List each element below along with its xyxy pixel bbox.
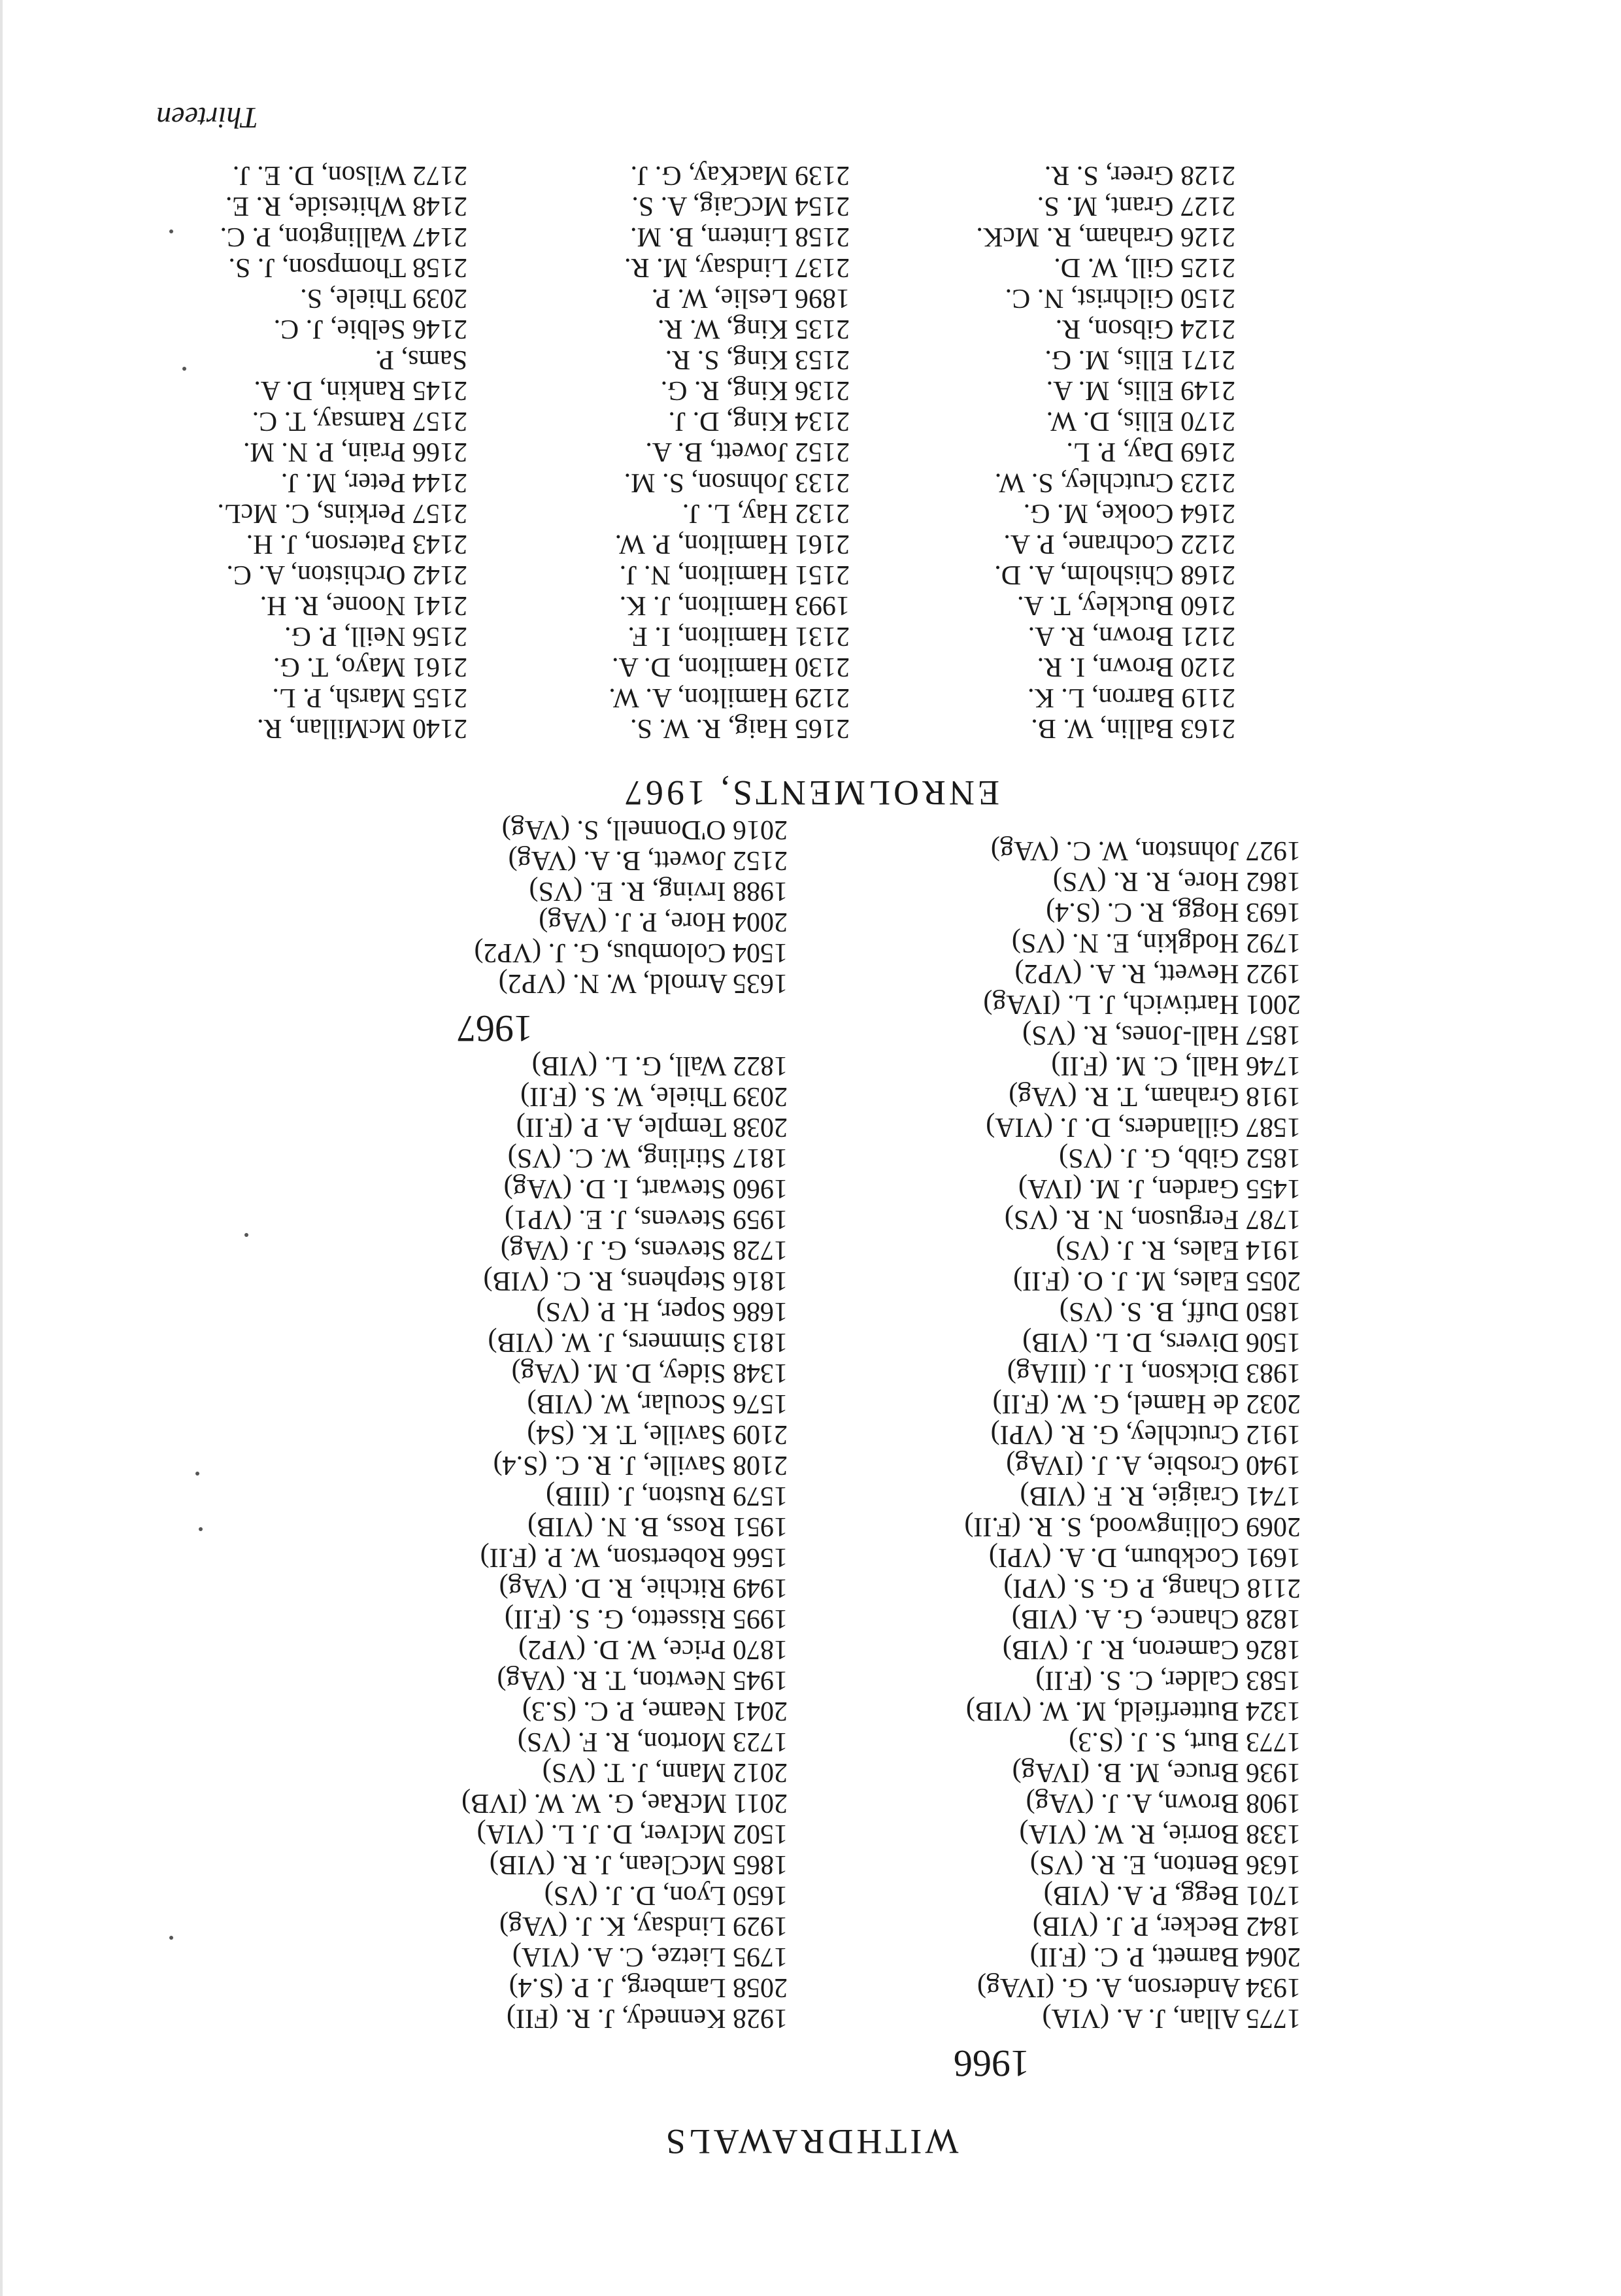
list-entry: 1775 Allan, J. A. (VIA) [1042, 2003, 1301, 2033]
list-entry: 2153 King, S. R. [665, 345, 850, 375]
list-entry: 1929 Lindsay, K. J. (VAg) [499, 1911, 788, 1941]
list-entry: 1686 Soper, H. P. (VS) [536, 1296, 788, 1326]
list-entry: 2136 King, R. G. [660, 375, 850, 405]
list-entry: 2001 Hartiwich, J. L. (IVAg) [983, 989, 1301, 1019]
list-entry: 2155 Marsh, P. L. [272, 683, 467, 713]
list-entry: 1934 Anderson, A. G. (IVAg) [977, 1972, 1301, 2002]
list-entry: 1842 Becker, P. J. (VIB) [1032, 1911, 1301, 1941]
list-entry: 2169 Day, P. L. [1066, 437, 1235, 467]
list-entry: 1746 Hall, C. M. (F.II) [1051, 1051, 1301, 1081]
list-entry: 1587 Gillanders, D. J. (VIA) [986, 1112, 1301, 1142]
list-entry: 1773 Burt, S. J. (S.3) [1069, 1727, 1301, 1757]
list-entry: 2055 Eales, M. J. O. (F.II) [1013, 1266, 1301, 1296]
list-entry: 1940 Crosbie, A. J. (IVAg) [1006, 1450, 1301, 1480]
list-entry: 2172 Wilson, D. E. J. [232, 160, 467, 190]
list-entry: 1949 Ritchie, R. D. (VAg) [499, 1573, 788, 1603]
list-entry: 2152 Jowett, B. A. [645, 437, 850, 467]
list-entry: 1822 Wall, G. L. (VIB) [531, 1051, 788, 1081]
list-entry: 1504 Colombus, G. J. (VP2) [474, 937, 788, 968]
list-entry: 2161 Mayo, T. G. [273, 652, 467, 682]
list-entry: 2165 Haig, R. W. S. [629, 713, 850, 743]
enrolments-column-1 [976, 160, 1235, 743]
list-entry: 1896 Leslie, W. P. [651, 283, 850, 313]
list-entry: 2132 Hay, L. J. [682, 498, 850, 528]
list-entry: 2148 Whiteside, R. E. [225, 191, 467, 221]
list-entry: 1723 Morton, R. F. (VS) [517, 1727, 788, 1757]
list-entry: 2164 Cooke, M. G. [1023, 498, 1235, 528]
list-entry: 1728 Stevens, G. J. (VAg) [500, 1235, 788, 1265]
list-entry: 2064 Barnett, P. C. (F.II) [1029, 1942, 1301, 1972]
list-entry: 2039 Thiele, S. [300, 283, 467, 313]
list-entry: 1850 Duff, B. S. (VS) [1059, 1296, 1301, 1326]
list-entry: 2128 Greer, S. R. [1044, 160, 1235, 190]
list-entry: 2118 Chang, P. G. S. (VPI) [1003, 1573, 1301, 1603]
list-entry: 1635 Arnold, W. N. (VP2) [498, 968, 788, 998]
list-entry: 2170 Ellis, D. W. [1046, 406, 1235, 436]
list-entry: 2109 Saville, T. K. (S4) [527, 1419, 788, 1449]
list-entry: 2137 Lindsay, M. R. [624, 252, 850, 282]
list-entry: 1826 Cameron, R. J. (VIB) [1002, 1634, 1301, 1664]
list-entry: 1691 Cockburn, D. A. (VPI) [988, 1542, 1301, 1572]
list-entry: 1914 Eales, R. J. (VS) [1056, 1235, 1301, 1265]
list-entry: 2158 Thompson, J. S. [228, 252, 467, 282]
list-entry: 2032 de Hamel, G. W. (F.II) [992, 1389, 1301, 1419]
list-entry: 1502 McIver, D. J. L. (VIA) [476, 1819, 788, 1849]
list-entry: 1816 Stephens, R. C. (VIB) [483, 1266, 788, 1296]
list-entry: 2123 Crutchley, S. W. [994, 467, 1235, 498]
list-entry: 2143 Paterson, J. H. [246, 529, 467, 559]
list-entry: 1993 Hamilton, J. K. [619, 590, 850, 620]
list-entry: 2058 Lamberg, J. P. (S.4) [509, 1972, 788, 2002]
withdrawals-1967-year: 1967 [457, 1007, 533, 1050]
list-entry: 2163 Ballin, W. B. [1031, 713, 1235, 743]
list-entry: 1983 Dickson, I. J. (IIIAg) [1007, 1358, 1301, 1388]
list-entry: 2139 MacKay, G. J. [630, 160, 850, 190]
list-entry: 2144 Peter, M. J. [280, 467, 467, 498]
list-entry: 2141 Noone, R. H. [259, 590, 467, 620]
list-entry: 2124 Gibson, R. [1055, 314, 1235, 344]
list-entry: 1918 Graham, T. R. (VAg) [1009, 1081, 1301, 1111]
withdrawals-1966-left-column [964, 835, 1301, 2033]
list-entry: 1338 Borrie, R. W. (VIA) [1019, 1819, 1301, 1849]
list-entry: 2140 McMillan, R. [257, 713, 467, 743]
list-entry: 1579 Ruston, J. (IIIB) [546, 1481, 788, 1511]
withdrawals-heading: WITHDRAWALS [662, 2122, 959, 2161]
list-entry: 1852 Gibb, G. J. (VS) [1059, 1143, 1301, 1173]
withdrawals-1967-column [474, 814, 788, 998]
list-entry: 2161 Hamilton, P. W. [614, 529, 850, 559]
list-entry: 1506 Divers, D. L. (VIB) [1022, 1327, 1301, 1357]
list-entry: 2012 Mann, J. T. (VS) [542, 1757, 788, 1787]
list-entry: 2135 King, W. R. [657, 314, 850, 344]
scan-speck [169, 229, 173, 233]
scan-speck [182, 367, 186, 371]
list-entry: Sams, P. [375, 345, 467, 375]
list-entry: 2127 Grant, M. S. [1037, 191, 1235, 221]
list-entry: 2171 Ellis, M. G. [1044, 345, 1235, 375]
list-entry: 2038 Temple, A. P. (F.II) [516, 1112, 788, 1142]
list-entry: 1960 Stewart, I. D. (VAg) [503, 1173, 788, 1204]
list-entry: 2121 Brown, R. A. [1028, 621, 1235, 651]
list-entry: 1928 Kennedy, J. R. (FII) [506, 2003, 788, 2033]
list-entry: 1566 Robertson, W. P. (F.II) [480, 1542, 788, 1572]
list-entry: 1936 Bruce, M. B. (IVAg) [1012, 1757, 1301, 1787]
list-entry: 1951 Ross, B. N. (VIB) [527, 1511, 788, 1542]
list-entry: 1792 Hodgkin, E. N. (VS) [1011, 928, 1301, 958]
list-entry: 1455 Garden, J. M. (IVA) [1018, 1173, 1301, 1204]
list-entry: 1945 Newton, T. R. (VAg) [497, 1665, 788, 1695]
list-entry: 2129 Hamilton, A. W. [609, 683, 850, 713]
list-entry: 2125 Gill, W. D. [1054, 252, 1235, 282]
list-entry: 1828 Chance, G. A. (VIB) [1011, 1604, 1301, 1634]
list-entry: 2157 Perkins, C. McL. [217, 498, 467, 528]
list-entry: 1576 Scoular, W. (VIB) [527, 1389, 788, 1419]
list-entry: 2122 Cochrane, P. A. [1003, 529, 1235, 559]
list-entry: 1741 Craigie, R. F. (VIB) [1020, 1481, 1301, 1511]
list-entry: 1636 Benton, E. R. (VS) [1029, 1849, 1301, 1880]
list-entry: 2039 Thiele, W. S. (F.II) [520, 1081, 788, 1111]
list-entry: 2130 Hamilton, D. A. [612, 652, 850, 682]
scan-speck [169, 1936, 173, 1940]
list-entry: 2011 McRae, G. W. W. (IVB) [461, 1788, 788, 1818]
scan-speck [199, 1527, 203, 1531]
list-entry: 1927 Johnston, W. C. (VAg) [990, 836, 1301, 866]
list-entry: 1787 Ferguson, N. R. (VS) [1004, 1204, 1301, 1234]
list-entry: 2147 Wallington, P. C. [220, 222, 467, 252]
withdrawals-1966-right-column [461, 1050, 788, 2033]
list-entry: 2166 Prain, P. N. M. [242, 437, 467, 467]
list-entry: 2134 King, D. J. [668, 406, 850, 436]
list-entry: 1693 Hogg, R. C. (S.4) [1046, 897, 1301, 927]
list-entry: 1922 Hewett, R. A. (VP2) [1014, 958, 1301, 988]
list-entry: 2160 Buckley, T. A. [1016, 590, 1235, 620]
list-entry: 2168 Chisholm, A. D. [994, 560, 1235, 590]
withdrawals-1966-year: 1966 [954, 2042, 1029, 2085]
list-entry: 1817 Stirling, W. C. (VS) [507, 1143, 788, 1173]
list-entry: 2145 Rankin, D. A. [254, 375, 467, 405]
list-entry: 2146 Selbie, J. C. [273, 314, 467, 344]
list-entry: 1912 Crutchley, G. R. (VPI) [990, 1419, 1301, 1449]
list-entry: 2150 Gilchrist, N. C. [1005, 283, 1235, 313]
list-entry: 2151 Hamilton, N. J. [619, 560, 850, 590]
list-entry: 2069 Collingwood, S. R. (F.II) [964, 1511, 1301, 1542]
list-entry: 1908 Brown, A. J. (VAg) [1026, 1788, 1301, 1818]
list-entry: 2154 McCaig, A. S. [631, 191, 850, 221]
list-entry: 2133 Johnson, S. M. [624, 467, 850, 498]
list-entry: 1324 Butterfield, M. W. (VIB) [965, 1696, 1301, 1726]
list-entry: 2142 Orchiston, A. C. [226, 560, 467, 590]
list-entry: 2108 Saville, J. R. C. (S.4) [493, 1450, 788, 1480]
list-entry: 1650 Lyon, D. J. (VS) [544, 1880, 788, 1910]
list-entry: 1857 Hall-Jones, R. (VS) [1022, 1020, 1301, 1050]
list-entry: 2004 Hore, P. J. (VAg) [539, 907, 788, 937]
list-entry: 1795 Lietze, C. A. (VIA) [512, 1942, 788, 1972]
list-entry: 2149 Ellis, M. A. [1046, 375, 1235, 405]
list-entry: 1870 Price, W. D. (VP2) [518, 1634, 788, 1664]
list-entry: 2041 Neame, P. C. (S.3) [522, 1696, 788, 1726]
list-entry: 1813 Simmers, J. W. (VIB) [488, 1327, 788, 1357]
enrolments-heading: ENROLMENTS, 1967 [622, 773, 999, 813]
scan-speck [244, 1233, 248, 1237]
list-entry: 1995 Rissetto, G. S. (F.II) [505, 1604, 788, 1634]
list-entry: 1959 Stevens, J. E. (VP1) [505, 1204, 788, 1234]
page-folio: Thirteen [156, 101, 258, 135]
list-entry: 1862 Hore, R. R. (VS) [1052, 866, 1301, 896]
list-entry: 2158 Lintern, B. M. [630, 222, 850, 252]
list-entry: 2016 O'Donnell, S. (VAg) [501, 815, 788, 845]
scan-speck [195, 1472, 199, 1476]
list-entry: 2131 Hamilton, I. F. [627, 621, 850, 651]
list-entry: 1583 Calder, C. S. (F.II) [1035, 1665, 1301, 1695]
list-entry: 1988 Irving, R. E. (VS) [529, 876, 788, 906]
list-entry: 2152 Jowett, B. A. (VAg) [508, 845, 788, 875]
list-entry: 1701 Begg, P. A. (VIB) [1043, 1880, 1301, 1910]
list-entry: 1348 Sidey, D. M. (VAg) [511, 1358, 788, 1388]
list-entry: 2120 Brown, I. R. [1037, 652, 1235, 682]
list-entry: 2157 Ramsay, T. C. [252, 406, 467, 436]
enrolments-column-3 [217, 160, 467, 743]
list-entry: 2126 Graham, R. McK. [976, 222, 1235, 252]
list-entry: 1865 McClean, J. R. (VIB) [489, 1849, 788, 1880]
list-entry: 2156 Neill, P. G. [284, 621, 467, 651]
enrolments-column-2 [609, 160, 850, 743]
list-entry: 2119 Barron, L. K. [1027, 683, 1235, 713]
